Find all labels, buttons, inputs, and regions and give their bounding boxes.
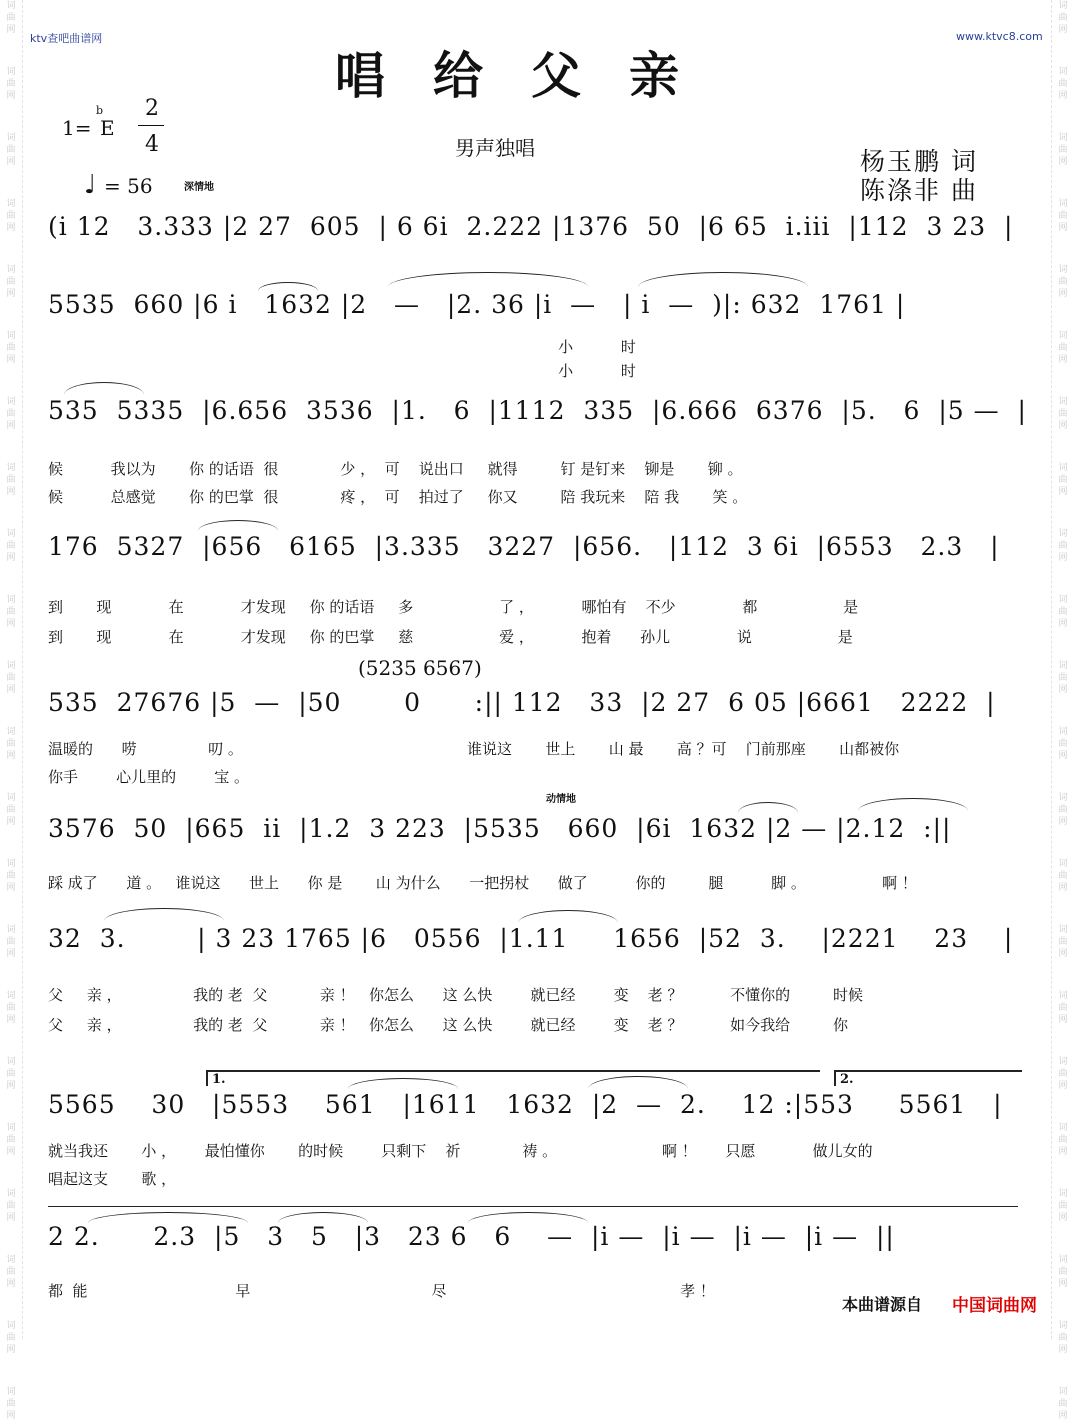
staff-row: [48, 1222, 1028, 1302]
watermark-mark: 词 曲 网: [1058, 1321, 1068, 1355]
watermark-mark: 词 曲 网: [1058, 1, 1068, 35]
lyric-line: 候 我以为 你 的话语 很 少 ， 可 说出口 就得 钉 是钉来 铆是 铆 。: [48, 460, 743, 478]
staff-row: [48, 290, 1028, 390]
notes-row: 535 27676 |5 — |50 0 :|| 112 33 |2 27 6 05 |6661 2222 |: [48, 688, 996, 717]
slur: [738, 802, 798, 813]
lyric-line: 到 现 在 才发现 你 的话语 多 了 ， 哪怕有 不少 都 是: [48, 598, 859, 616]
lyric-line: 小 时: [48, 338, 636, 356]
slur: [518, 910, 618, 923]
watermark-mark: 词 曲 网: [6, 1123, 16, 1157]
lyric-line: 唱起这支 歌 ，: [48, 1170, 177, 1188]
watermark-mark: 词 曲 网: [6, 1387, 16, 1421]
lyric-line: 都 能 早 尽 孝 ！: [48, 1282, 715, 1300]
watermark-mark: 词 曲 网: [1058, 793, 1068, 827]
watermark-mark: 词 曲 网: [1058, 1057, 1068, 1091]
watermark-mark: 词 曲 网: [6, 793, 16, 827]
tempo-value: = 56: [104, 174, 153, 198]
watermark-mark: 词 曲 网: [6, 463, 16, 497]
footer-source-label: 本曲谱源自: [842, 1295, 923, 1314]
watermark-mark: 词 曲 网: [1058, 397, 1068, 431]
left-watermark-column: [0, 0, 23, 1421]
notes-row: 5565 30 |5553 561 |1611 1632 |2 — 2. 12 :|553 5561 |: [48, 1090, 1003, 1119]
first-ending-label: 1.: [212, 1072, 226, 1087]
watermark-mark: 词 曲 网: [6, 1255, 16, 1289]
notes-row: (i 12 3.333 |2 27 605 | 6 6i 2.222 |1376 50 |6 65 i.iii |112 3 23 |: [48, 212, 1014, 241]
slur: [858, 798, 968, 811]
slur: [104, 908, 224, 921]
staff-row: [48, 1090, 1028, 1190]
lyric-line: 就当我还 小 ， 最怕懂你 的时候 只剩下 祈 祷 。 啊 ！ 只愿 做儿女的: [48, 1142, 873, 1160]
composer-credit: 陈涤非 曲: [860, 176, 978, 205]
final-system-line: [48, 1206, 1018, 1207]
lyric-line: 父 亲 ， 我的 老 父 亲 ！ 你怎么 这 么快 就已经 变 老 ？ 如今我给 你: [48, 1016, 849, 1034]
watermark-mark: 词 曲 网: [6, 1189, 16, 1223]
quarter-note-icon: ♩: [84, 170, 97, 200]
first-ending-bracket: [206, 1070, 820, 1086]
footer-site-link[interactable]: 中国词曲网: [952, 1296, 1037, 1316]
slur: [388, 272, 588, 287]
watermark-mark: 词 曲 网: [6, 991, 16, 1025]
slur: [198, 520, 278, 531]
watermark-mark: 词 曲 网: [6, 1321, 16, 1355]
voice-type: 男声独唱: [455, 136, 535, 160]
watermark-mark: 词 曲 网: [1058, 661, 1068, 695]
lyricist-credit: 杨玉鹏 词: [860, 147, 978, 176]
watermark-mark: 词 曲 网: [1058, 991, 1068, 1025]
watermark-mark: 词 曲 网: [1058, 1123, 1068, 1157]
watermark-mark: 词 曲 网: [1058, 265, 1068, 299]
watermark-mark: 词 曲 网: [6, 529, 16, 563]
notes-row: 176 5327 |656 6165 |3.335 3227 |656. |112 3 6i |6553 2.3 |: [48, 532, 1000, 561]
lyric-line: 温暖的 唠 叨 。 谁说这 世上 山 最 高 ？可 门前那座 山都被你: [48, 740, 900, 758]
time-signature-bottom: 4: [145, 132, 159, 157]
watermark-mark: 词 曲 网: [1058, 859, 1068, 893]
watermark-mark: 词 曲 网: [1058, 67, 1068, 101]
notes-row: 5535 660 |6 i 1632 |2 — |2. 36 |i — | i — )|: 632 1761 |: [48, 290, 906, 319]
watermark-mark: 词 曲 网: [1058, 1255, 1068, 1289]
site-name-left: ktv查吧曲谱网: [30, 32, 103, 45]
right-watermark-column: [1051, 0, 1074, 1421]
time-signature-top: 2: [145, 96, 159, 121]
key-signature: 1=: [62, 116, 92, 140]
watermark-mark: 词 曲 网: [6, 265, 16, 299]
watermark-mark: 词 曲 网: [6, 925, 16, 959]
notes-row: 2 2. 2.3 |5 3 5 |3 23 6 6 — |i — |i — |i — |i — ||: [48, 1222, 895, 1251]
site-url-right: www.ktvc8.com: [956, 30, 1043, 43]
watermark-mark: 词 曲 网: [1058, 727, 1068, 761]
watermark-mark: 词 曲 网: [6, 727, 16, 761]
staff-row: [48, 814, 1028, 894]
second-ending-bracket: [834, 1070, 1022, 1086]
lyric-line: 候 总感觉 你 的巴掌 很 疼 ， 可 拍过了 你又 陪 我玩来 陪 我 笑 。: [48, 488, 748, 506]
watermark-mark: 词 曲 网: [1058, 925, 1068, 959]
staff-row: [48, 924, 1028, 1034]
key-note: E: [100, 116, 115, 140]
watermark-mark: 词 曲 网: [1058, 463, 1068, 497]
song-title: 唱给父亲: [335, 47, 727, 105]
staff-row: [48, 212, 1028, 252]
lyric-line: 父 亲 ， 我的 老 父 亲 ！ 你怎么 这 么快 就已经 变 老 ？ 不懂你的 时候: [48, 986, 864, 1004]
staff-row: [48, 532, 1028, 646]
expression-mark: 动情地: [546, 794, 576, 805]
lyric-line: 到 现 在 才发现 你 的巴掌 慈 爱 ， 抱着 孙儿 说 是: [48, 628, 853, 646]
watermark-mark: 词 曲 网: [1058, 133, 1068, 167]
watermark-mark: 词 曲 网: [1058, 1387, 1068, 1421]
watermark-mark: 词 曲 网: [1058, 1189, 1068, 1223]
watermark-mark: 词 曲 网: [6, 199, 16, 233]
notes-row: 535 5335 |6.656 3536 |1. 6 |1112 335 |6.666 6376 |5. 6 |5 — |: [48, 396, 1027, 425]
watermark-mark: 词 曲 网: [6, 133, 16, 167]
lyric-line: 小 时: [48, 362, 636, 380]
watermark-mark: 词 曲 网: [6, 1057, 16, 1091]
second-ending-label: 2.: [840, 1072, 854, 1087]
watermark-mark: 词 曲 网: [6, 1, 16, 35]
notes-row: 3576 50 |665 ii |1.2 3 223 |5535 660 |6i 1632 |2 — |2.12 :||: [48, 814, 952, 843]
lyric-line: 踩 成了 道 。 谁说这 世上 你 是 山 为什么 一把拐杖 做了 你的 腿 脚 。 啊 ！: [48, 874, 917, 892]
watermark-mark: 词 曲 网: [1058, 529, 1068, 563]
key-flat: b: [96, 104, 104, 117]
watermark-mark: 词 曲 网: [6, 67, 16, 101]
notes-row: 32 3. | 3 23 1765 |6 0556 |1.11 1656 |52 3. |2221 23 |: [48, 924, 1014, 953]
watermark-mark: 词 曲 网: [6, 661, 16, 695]
watermark-mark: 词 曲 网: [6, 331, 16, 365]
watermark-mark: 词 曲 网: [6, 397, 16, 431]
time-signature-line: [138, 125, 164, 126]
lyric-line: 你手 心儿里的 宝 。: [48, 768, 250, 786]
grace-notes: (5235 6567): [358, 656, 482, 680]
watermark-mark: 词 曲 网: [1058, 199, 1068, 233]
watermark-mark: 词 曲 网: [1058, 595, 1068, 629]
watermark-mark: 词 曲 网: [6, 595, 16, 629]
watermark-mark: 词 曲 网: [1058, 331, 1068, 365]
staff-row: [48, 656, 1028, 788]
staff-row: [48, 396, 1028, 506]
tempo-expression: 深情地: [184, 182, 214, 193]
watermark-mark: 词 曲 网: [6, 859, 16, 893]
slur: [638, 272, 808, 287]
